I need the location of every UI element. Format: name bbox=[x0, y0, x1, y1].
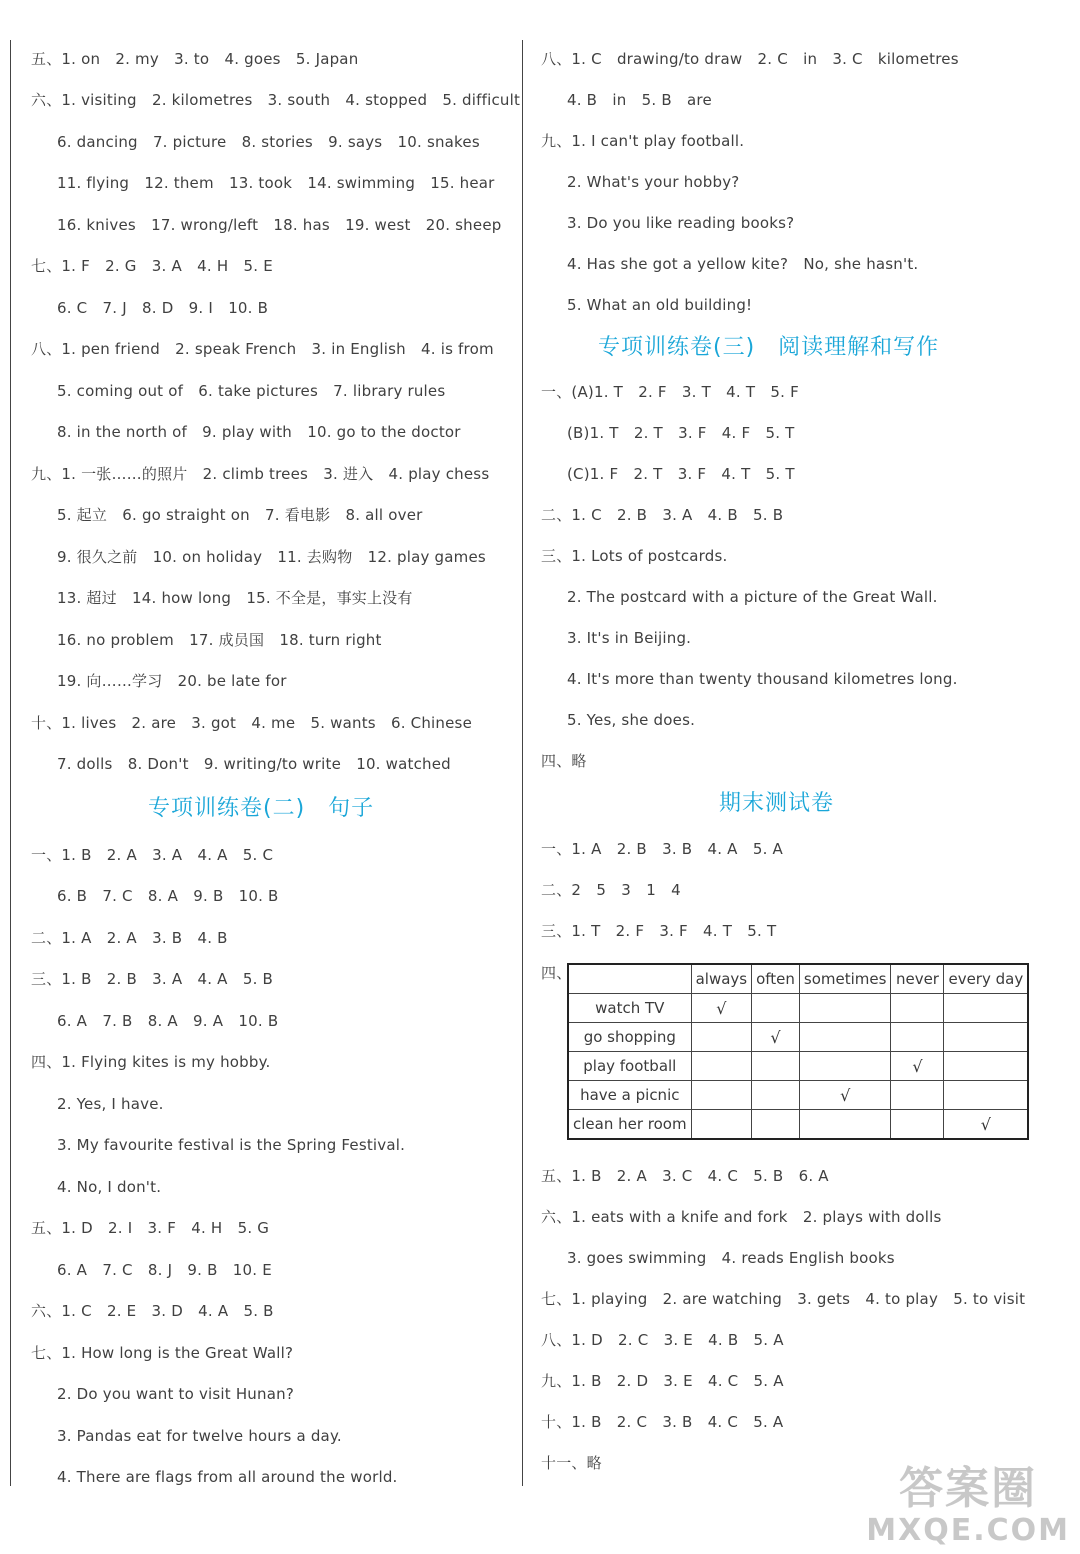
answer-line: 四、略 bbox=[541, 752, 587, 770]
check-mark-cell bbox=[691, 1081, 752, 1110]
answer-line: 6. dancing 7. picture 8. stories 9. says 10. snakes bbox=[57, 133, 480, 151]
answer-line: 3. Do you like reading books? bbox=[567, 214, 795, 232]
answer-line: 3. goes swimming 4. reads English books bbox=[567, 1249, 895, 1267]
answer-line: 三、1. T 2. F 3. F 4. T 5. T bbox=[541, 922, 777, 940]
answer-line: 6. A 7. B 8. A 9. A 10. B bbox=[57, 1012, 279, 1030]
watermark-logo bbox=[866, 1464, 1070, 1548]
answer-line: 十、1. B 2. C 3. B 4. C 5. A bbox=[541, 1413, 784, 1431]
answer-line: 2. What's your hobby? bbox=[567, 173, 740, 191]
answer-line: 一、1. B 2. A 3. A 4. A 5. C bbox=[31, 846, 274, 864]
answer-line: 16. knives 17. wrong/left 18. has 19. west 20. sheep bbox=[57, 216, 502, 234]
table-header: often bbox=[752, 964, 800, 994]
left-margin-rule bbox=[10, 40, 11, 1486]
activity-cell: go shopping bbox=[568, 1023, 691, 1052]
answer-line: 4. Has she got a yellow kite? No, she hasn't. bbox=[567, 255, 919, 273]
answer-line: 七、1. How long is the Great Wall? bbox=[31, 1344, 294, 1362]
check-mark-cell bbox=[891, 1110, 944, 1140]
watermark-top-text: 答案圈 bbox=[899, 1463, 1038, 1514]
check-mark-cell: √ bbox=[944, 1110, 1028, 1140]
answer-line: 五、1. B 2. A 3. C 4. C 5. B 6. A bbox=[541, 1167, 829, 1185]
check-mark-cell bbox=[944, 1052, 1028, 1081]
answer-line: 六、1. eats with a knife and fork 2. plays with dolls bbox=[541, 1208, 942, 1226]
check-mark-cell bbox=[691, 1110, 752, 1140]
section-heading: 期末测试卷 bbox=[719, 791, 835, 816]
answer-line: 五、1. on 2. my 3. to 4. goes 5. Japan bbox=[31, 50, 359, 68]
answer-line: 3. Pandas eat for twelve hours a day. bbox=[57, 1427, 342, 1445]
table-header: never bbox=[891, 964, 944, 994]
answer-line: 二、1. A 2. A 3. B 4. B bbox=[31, 929, 228, 947]
answer-line: 11. flying 12. them 13. took 14. swimming 15. hear bbox=[57, 174, 495, 192]
answer-line: 6. C 7. J 8. D 9. I 10. B bbox=[57, 299, 269, 317]
table-corner-cell bbox=[568, 964, 691, 994]
answer-line: 3. My favourite festival is the Spring Festival. bbox=[57, 1136, 406, 1154]
check-mark-cell: √ bbox=[891, 1052, 944, 1081]
table-header-row bbox=[568, 964, 1028, 994]
answer-line: 四、1. Flying kites is my hobby. bbox=[31, 1053, 271, 1071]
check-mark-cell bbox=[891, 994, 944, 1023]
table-label: 四、 bbox=[541, 964, 572, 982]
table-row bbox=[568, 1052, 1028, 1081]
section-heading: 专项训练卷(三) 阅读理解和写作 bbox=[598, 335, 940, 360]
column-divider bbox=[522, 40, 523, 1486]
table-row bbox=[568, 1110, 1028, 1140]
check-mark-cell bbox=[752, 1081, 800, 1110]
answer-line: 2. Do you want to visit Hunan? bbox=[57, 1385, 294, 1403]
watermark-bottom-text: MXQE.COM bbox=[866, 1513, 1070, 1548]
answer-line: 5. Yes, she does. bbox=[567, 711, 696, 729]
answer-line: 七、1. F 2. G 3. A 4. H 5. E bbox=[31, 257, 273, 275]
answer-line: 十一、略 bbox=[541, 1454, 602, 1472]
table-header: sometimes bbox=[799, 964, 891, 994]
answer-line: 二、1. C 2. B 3. A 4. B 5. B bbox=[541, 506, 784, 524]
activity-cell: clean her room bbox=[568, 1110, 691, 1140]
answer-line: 19. 向……学习 20. be late for bbox=[57, 672, 287, 690]
answer-line: 16. no problem 17. 成员国 18. turn right bbox=[57, 631, 382, 649]
table-header: always bbox=[691, 964, 752, 994]
answer-line: 八、1. D 2. C 3. E 4. B 5. A bbox=[541, 1331, 784, 1349]
answer-line: 九、1. 一张……的照片 2. climb trees 3. 进入 4. play chess bbox=[31, 465, 490, 483]
answer-line: 一、(A)1. T 2. F 3. T 4. T 5. F bbox=[541, 383, 799, 401]
answer-line: 三、1. B 2. B 3. A 4. A 5. B bbox=[31, 970, 273, 988]
check-mark-cell bbox=[752, 1052, 800, 1081]
answer-line: 六、1. visiting 2. kilometres 3. south 4. stopped 5. difficult bbox=[31, 91, 521, 109]
check-mark-cell bbox=[799, 994, 891, 1023]
answer-line: 八、1. C drawing/to draw 2. C in 3. C kilometres bbox=[541, 50, 959, 68]
check-mark-cell: √ bbox=[691, 994, 752, 1023]
table-row bbox=[568, 994, 1028, 1023]
answer-line: 九、1. I can't play football. bbox=[541, 132, 745, 150]
activity-cell: play football bbox=[568, 1052, 691, 1081]
check-mark-cell bbox=[944, 1081, 1028, 1110]
answer-line: 4. There are flags from all around the world. bbox=[57, 1468, 398, 1486]
answer-line: 3. It's in Beijing. bbox=[567, 629, 692, 647]
check-mark-cell bbox=[691, 1023, 752, 1052]
answer-line: 二、2 5 3 1 4 bbox=[541, 881, 681, 899]
answer-line: 六、1. C 2. E 3. D 4. A 5. B bbox=[31, 1302, 274, 1320]
table-header: every day bbox=[944, 964, 1028, 994]
answer-line: 9. 很久之前 10. on holiday 11. 去购物 12. play games bbox=[57, 548, 486, 566]
answer-line: 2. The postcard with a picture of the Great Wall. bbox=[567, 588, 938, 606]
check-mark-cell bbox=[752, 994, 800, 1023]
answer-line: (C)1. F 2. T 3. F 4. T 5. T bbox=[567, 465, 795, 483]
answer-line: 九、1. B 2. D 3. E 4. C 5. A bbox=[541, 1372, 784, 1390]
activity-cell: have a picnic bbox=[568, 1081, 691, 1110]
check-mark-cell: √ bbox=[752, 1023, 800, 1052]
check-mark-cell bbox=[799, 1110, 891, 1140]
check-mark-cell bbox=[691, 1052, 752, 1081]
answer-line: 6. B 7. C 8. A 9. B 10. B bbox=[57, 887, 279, 905]
answer-line: 5. 起立 6. go straight on 7. 看电影 8. all over bbox=[57, 506, 423, 524]
check-mark-cell bbox=[891, 1023, 944, 1052]
answer-line: 2. Yes, I have. bbox=[57, 1095, 164, 1113]
table-row bbox=[568, 1023, 1028, 1052]
answer-line: 一、1. A 2. B 3. B 4. A 5. A bbox=[541, 840, 783, 858]
answer-line: 5. What an old building! bbox=[567, 296, 753, 314]
check-mark-cell: √ bbox=[799, 1081, 891, 1110]
check-mark-cell bbox=[799, 1023, 891, 1052]
check-mark-cell bbox=[944, 994, 1028, 1023]
answer-line: 8. in the north of 9. play with 10. go to the doctor bbox=[57, 423, 461, 441]
answer-line: 4. It's more than twenty thousand kilometres long. bbox=[567, 670, 958, 688]
check-mark-cell bbox=[752, 1110, 800, 1140]
answer-line: 八、1. pen friend 2. speak French 3. in English 4. is from bbox=[31, 340, 494, 358]
answer-line: 十、1. lives 2. are 3. got 4. me 5. wants 6. Chinese bbox=[31, 714, 473, 732]
answer-line: 4. No, I don't. bbox=[57, 1178, 162, 1196]
answer-line: 5. coming out of 6. take pictures 7. library rules bbox=[57, 382, 446, 400]
answer-line: 4. B in 5. B are bbox=[567, 91, 712, 109]
answer-line: 三、1. Lots of postcards. bbox=[541, 547, 728, 565]
answer-line: 6. A 7. C 8. J 9. B 10. E bbox=[57, 1261, 272, 1279]
check-mark-cell bbox=[891, 1081, 944, 1110]
table-row bbox=[568, 1081, 1028, 1110]
section-heading: 专项训练卷(二) 句子 bbox=[148, 796, 375, 821]
answer-line: 7. dolls 8. Don't 9. writing/to write 10. watched bbox=[57, 755, 451, 773]
check-mark-cell bbox=[944, 1023, 1028, 1052]
answer-line: 七、1. playing 2. are watching 3. gets 4. to play 5. to visit bbox=[541, 1290, 1026, 1308]
answer-line: 13. 超过 14. how long 15. 不全是，事实上没有 bbox=[57, 589, 413, 607]
answer-line: (B)1. T 2. T 3. F 4. F 5. T bbox=[567, 424, 795, 442]
answer-line: 五、1. D 2. I 3. F 4. H 5. G bbox=[31, 1219, 270, 1237]
activity-cell: watch TV bbox=[568, 994, 691, 1023]
frequency-table bbox=[567, 963, 1029, 1140]
check-mark-cell bbox=[799, 1052, 891, 1081]
